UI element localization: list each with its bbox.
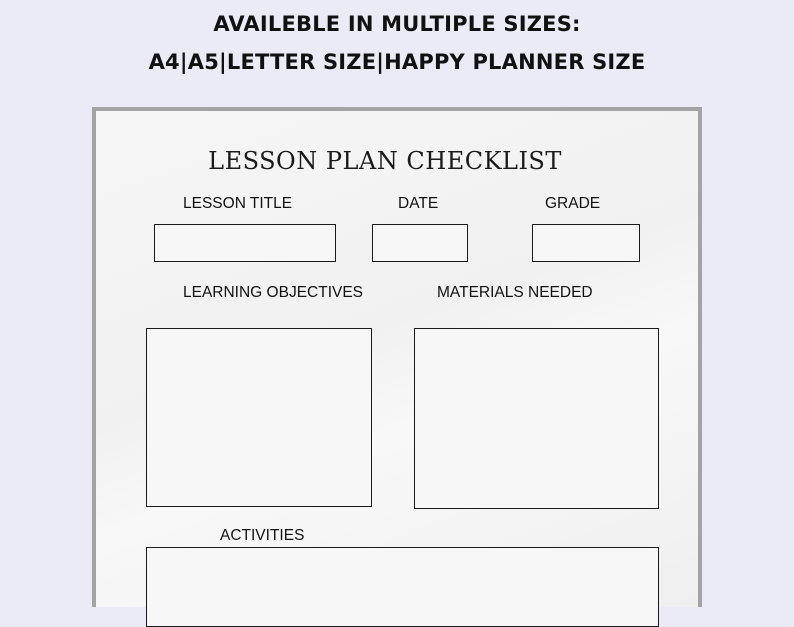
lesson-title-box: [154, 224, 336, 262]
activities-box: [146, 547, 659, 627]
materials-needed-label: MATERIALS NEEDED: [437, 284, 593, 301]
banner-line-sizes-heading: AVAILEBLE IN MULTIPLE SIZES:: [213, 12, 581, 36]
worksheet-title: LESSON PLAN CHECKLIST: [208, 147, 562, 175]
learning-objectives-box: [146, 328, 372, 507]
grade-box: [532, 224, 640, 262]
lesson-title-label: LESSON TITLE: [183, 195, 293, 212]
worksheet-frame: [92, 107, 702, 607]
grade-label: GRADE: [545, 195, 601, 212]
activities-label: ACTIVITIES: [220, 527, 305, 544]
date-box: [372, 224, 468, 262]
date-label: DATE: [398, 195, 439, 212]
banner-line-size-list: A4|A5|LETTER SIZE|HAPPY PLANNER SIZE: [148, 50, 646, 74]
learning-objectives-label: LEARNING OBJECTIVES: [183, 284, 364, 301]
materials-needed-box: [414, 328, 659, 509]
